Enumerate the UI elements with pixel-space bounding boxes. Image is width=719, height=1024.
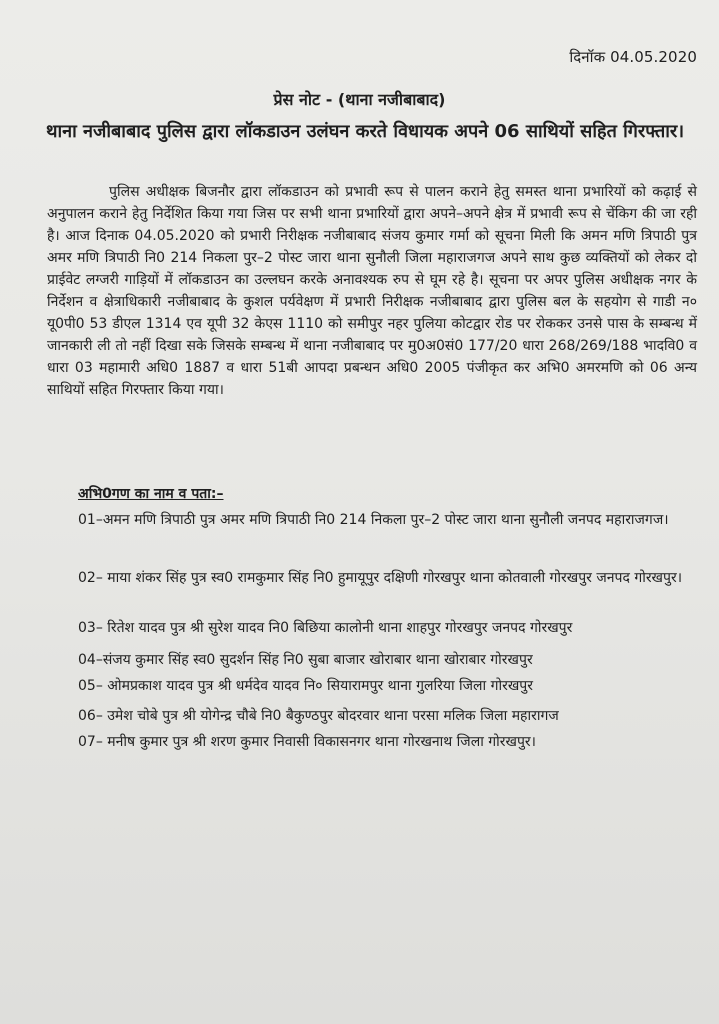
accused-item-7: 07– मनीष कुमार पुत्र श्री शरण कुमार निवासी विकासनगर थाना गोरखनाथ जिला गोरखपुर। (78, 734, 536, 750)
accused-item-2: 02– माया शंकर सिंह पुत्र स्व0 रामकुमार सिंह नि0 हुमायूपुर दक्षिणी गोरखपुर थाना कोतवाली गोरखपुर जनपद गोरखपुर। (78, 570, 682, 586)
accused-item-5: 05– ओमप्रकाश यादव पुत्र श्री धर्मदेव यादव नि० सियारामपुर थाना गुलरिया जिला गोरखपुर (78, 678, 533, 694)
accused-item-4: 04–संजय कुमार सिंह स्व0 सुदर्शन सिंह नि0 सुबा बाजार खोराबार थाना खोराबार गोरखपुर (78, 652, 533, 668)
accused-heading: अभि0गण का नाम व पता:– (78, 486, 224, 502)
body-paragraph: पुलिस अधीक्षक बिजनौर द्वारा लॉकडाउन को प्रभावी रूप से पालन कराने हेतु समस्त थाना प्रभारियों को कढ़ाई से अनुपालन कराने हेतु निर्देशित किया गया जिस पर सभी थाना प्रभारियों द्वारा अपने–अपने क्षेत्र में प्रभावी रूप से चेंकिग की जा रही है। आज दिनाक 04.05.2020 को प्रभारी निरीक्षक नजीबाबाद संजय कुमार गर्मा को सूचना मिली कि अमन मणि त्रिपाठी पुत्र अमर मणि त्रिपाठी नि0 214 निकला पुर–2 पोस्ट जारा थाना सुनौली जिला महाराजगज अपने साथ कुछ व्यक्तियों को लेकर दो प्राईवेट लग्जरी गाड़ियों में लॉकडाउन का उल्लघन करके अनावश्यक रुप से घूम रहे है। सूचना पर अपर पुलिस अधीक्षक नगर के निर्देशन व क्षेत्राधिकारी नजीबाबाद के कुशल पर्यवेक्षण में प्रभारी निरीक्षक नजीबाबाद द्वारा पुलिस बल के सहयोग से गाडी न० यू0पी0 53 डीएल 1314 एव यूपी 32 केएस 1110 को समीपुर नहर पुलिया कोटद्वार रोड पर रोककर उनसे पास के सम्बन्ध में जानकारी ली तो नहीं दिखा सके जिसके सम्बन्ध में थाना नजीबाबाद पर मु0अ0सं0 177/20 धारा 268/269/188 भादवि0 व धारा 03 महामारी अधि0 1887 व धारा 51बी आपदा प्रबन्धन अधि0 2005 पंजीकृत कर अभि0 अमरमणि को 06 अन्य साथियों सहित गिरफ्तार किया गया। (47, 184, 697, 398)
headline: थाना नजीबाबाद पुलिस द्वारा लॉकडाउन उलंघन करते विधायक अपने 06 साथियों सहित गिरफ्तार। (45, 121, 685, 142)
accused-item-3: 03– रितेश यादव पुत्र श्री सुरेश यादव नि0 बिछिया कालोनी थाना शाहपुर गोरखपुर जनपद गोरखपुर (78, 620, 573, 636)
date-line: दिनॉक 04.05.2020 (569, 48, 697, 66)
accused-item-1: 01–अमन मणि त्रिपाठी पुत्र अमर मणि त्रिपाठी नि0 214 निकला पुर–2 पोस्ट जारा थाना सुनौली जनपद महाराजगज। (78, 512, 669, 528)
accused-item-6: 06– उमेश चोबे पुत्र श्री योगेन्द्र चौबे नि0 बैकुण्ठपुर बोदरवार थाना परसा मलिक जिला महारागज (78, 708, 559, 724)
press-note-title: प्रेस नोट - (थाना नजीबाबाद) (273, 90, 446, 109)
